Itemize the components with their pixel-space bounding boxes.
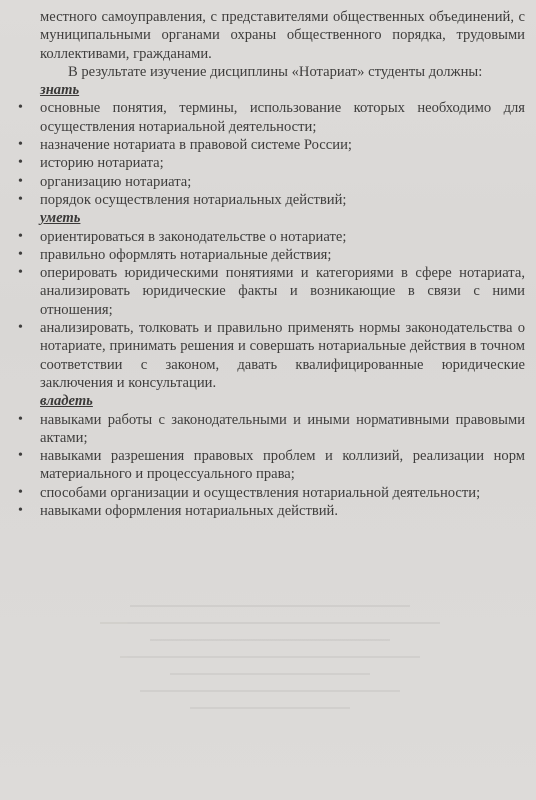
bullet-icon: • bbox=[18, 503, 23, 519]
bullet-icon: • bbox=[18, 173, 23, 189]
bleed-through-text bbox=[70, 590, 470, 790]
list-item: • способами организации и осуществления нотариальной деятельности; bbox=[18, 484, 481, 501]
bullet-icon: • bbox=[18, 320, 23, 336]
section-heading-able: уметь bbox=[40, 210, 81, 227]
list-item: • анализировать, толковать и правильно применять нормы законодательства о нотариате, принимать решения и совершать нотариальные действия в точном соответствии с законом, давать квалифицированные юридические заключения и консультации. bbox=[18, 320, 525, 391]
bullet-icon: • bbox=[18, 411, 23, 427]
section-master bbox=[17, 392, 525, 520]
bullet-icon: • bbox=[18, 100, 23, 116]
list-item: • основные понятия, термины, использование которых необходимо для осуществления нотариальной деятельности; bbox=[18, 100, 525, 135]
list-item: • навыками оформления нотариальных действий. bbox=[18, 503, 339, 520]
bullet-icon: • bbox=[18, 448, 23, 464]
section-heading-know: знать bbox=[40, 82, 80, 99]
list-able bbox=[17, 228, 525, 393]
bullet-icon: • bbox=[18, 155, 23, 171]
bullet-icon: • bbox=[18, 228, 23, 244]
list-item: • историю нотариата; bbox=[18, 155, 164, 172]
list-master bbox=[17, 411, 525, 521]
list-know bbox=[17, 99, 525, 209]
list-item: • порядок осуществления нотариальных действий; bbox=[18, 191, 347, 208]
intro-paragraph: местного самоуправления, с представителями общественных объединений, с муниципальными органами охраны общественного порядка, трудовыми коллективами, гражданами. bbox=[40, 9, 525, 62]
bullet-icon: • bbox=[18, 246, 23, 262]
list-item: • назначение нотариата в правовой системе России; bbox=[18, 137, 352, 154]
list-item: • навыками разрешения правовых проблем и коллизий, реализации норм материального и процессуального права; bbox=[18, 448, 525, 483]
list-item: • навыками работы с законодательными и иными нормативными правовыми актами; bbox=[18, 411, 525, 446]
list-item: • ориентироваться в законодательстве о нотариате; bbox=[18, 228, 347, 245]
section-able bbox=[17, 209, 525, 392]
bullet-icon: • bbox=[18, 191, 23, 207]
section-heading-master: владеть bbox=[40, 393, 93, 410]
list-item: • оперировать юридическими понятиями и категориями в сфере нотариата, анализировать юридические факты и возникающие в связи с ними отношения; bbox=[18, 265, 525, 318]
bullet-icon: • bbox=[18, 137, 23, 153]
list-item: • организацию нотариата; bbox=[18, 173, 192, 190]
section-know bbox=[17, 81, 525, 209]
intro-lead-paragraph: В результате изучение дисциплины «Нотариат» студенты должны: bbox=[68, 63, 483, 80]
bullet-icon: • bbox=[18, 484, 23, 500]
bullet-icon: • bbox=[18, 265, 23, 281]
document-text bbox=[17, 8, 525, 520]
list-item: • правильно оформлять нотариальные действия; bbox=[18, 246, 332, 263]
